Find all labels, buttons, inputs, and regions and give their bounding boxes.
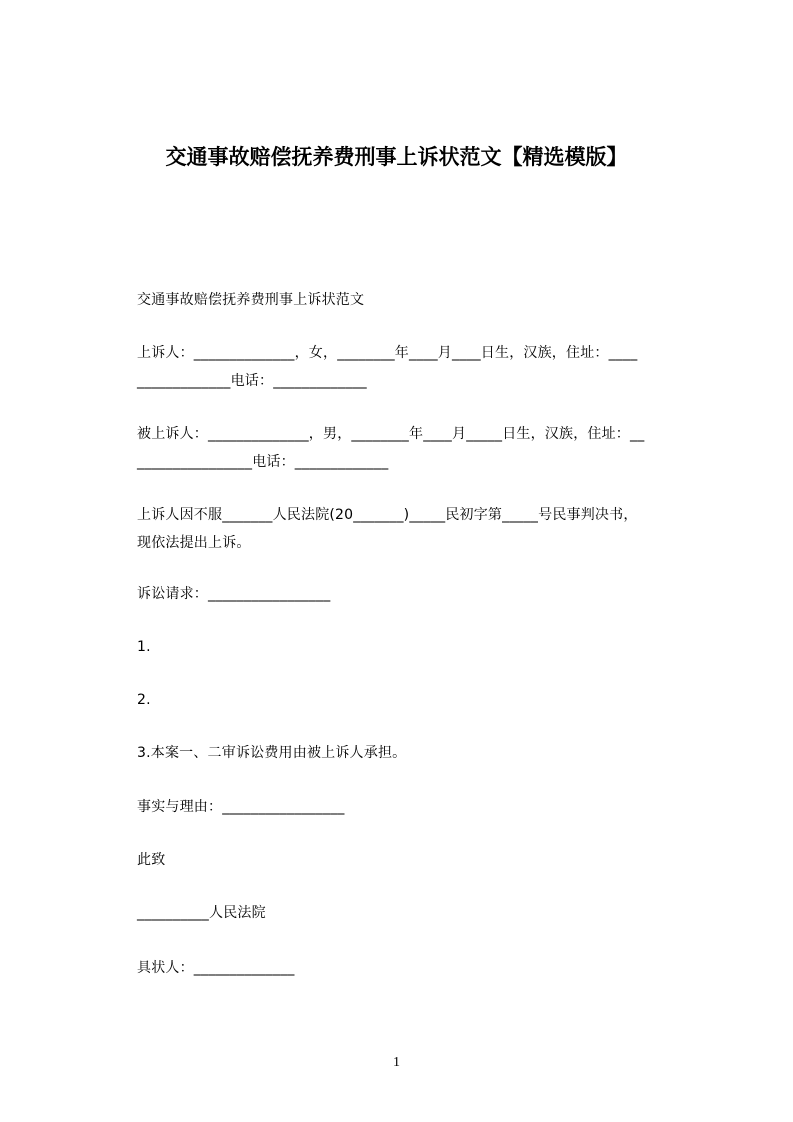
appeal-line-2: 现依法提出上诉。 xyxy=(137,535,251,551)
signer-line: 具状人：______________ xyxy=(137,960,295,976)
appellant-line-2: _____________电话：_____________ xyxy=(137,373,367,389)
appellee-line-2: ________________电话：_____________ xyxy=(137,454,389,470)
claim-item-1: 1. xyxy=(137,639,151,655)
court-name: __________人民法院 xyxy=(137,905,266,921)
claim-item-3: 3.本案一、二审诉讼费用由被上诉人承担。 xyxy=(137,745,407,761)
appellant-line-1: 上诉人：______________，女，________年____月____日生，汉族，住址：____ xyxy=(137,345,638,361)
appeal-line-1: 上诉人因不服_______人民法院(20_______)_____民初字第_____号民事判决书， xyxy=(137,507,638,523)
document-title: 交通事故赔偿抚养费刑事上诉状范文【精选模版】 xyxy=(165,145,628,169)
claim-item-2: 2. xyxy=(137,692,151,708)
appellee-line-1: 被上诉人：______________，男，________年____月_____日生，汉族，住址：__ xyxy=(137,426,645,442)
page-number: 1 xyxy=(393,1055,400,1070)
salutation: 此致 xyxy=(137,852,166,868)
facts-label: 事实与理由：_________________ xyxy=(137,799,345,815)
claims-label: 诉讼请求：_________________ xyxy=(137,586,331,602)
document-subtitle: 交通事故赔偿抚养费刑事上诉状范文 xyxy=(137,292,365,308)
